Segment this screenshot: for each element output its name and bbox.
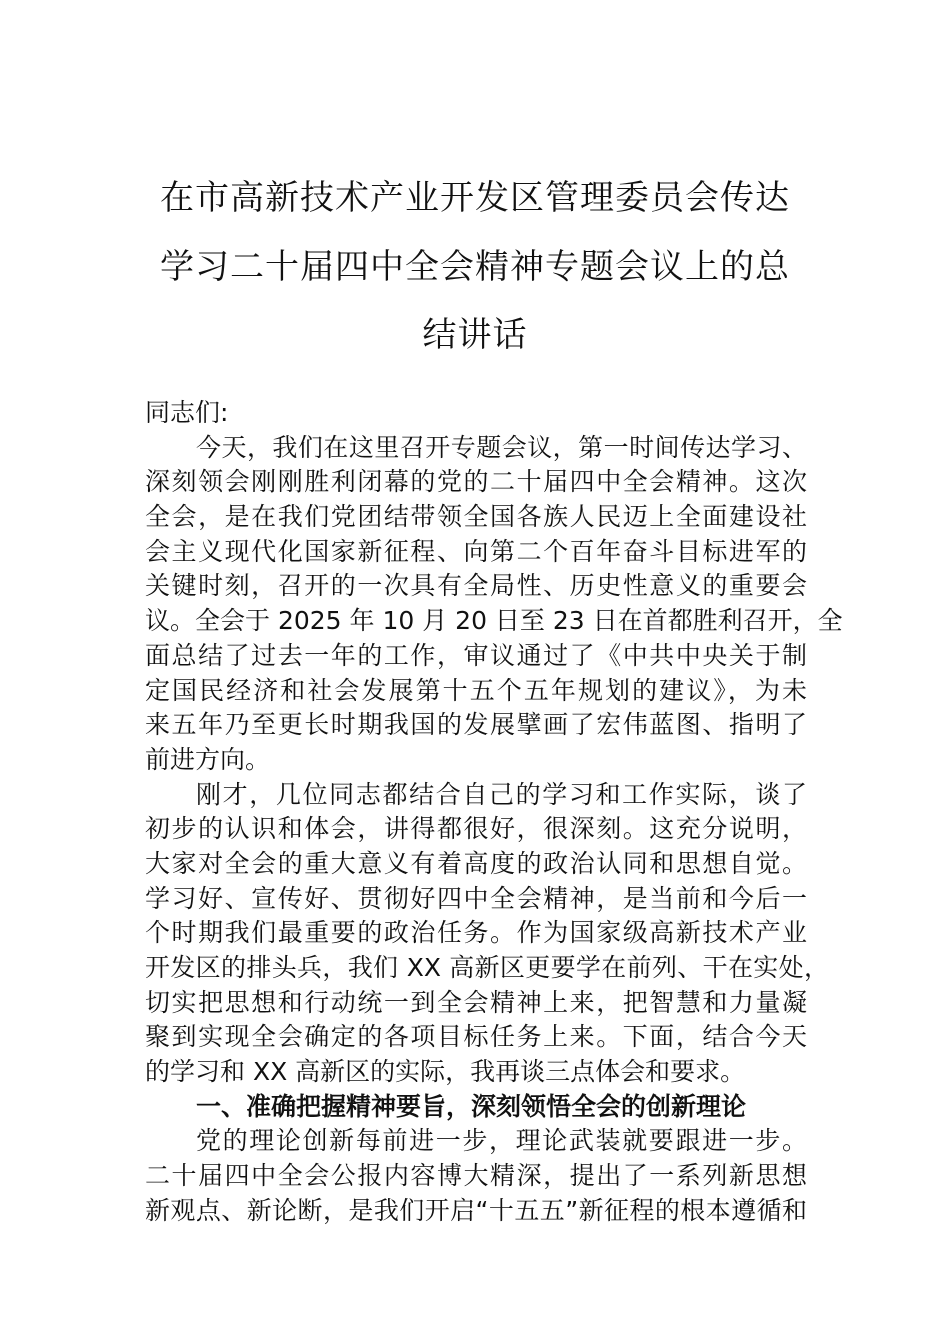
text-line: 切实把思想和行动统一到全会精神上来，把智慧和力量凝 xyxy=(145,987,807,1017)
text-line: 全会，是在我们党团结带领全国各族人民迈上全面建设社 xyxy=(145,502,807,532)
section-heading: 一、准确把握精神要旨，深刻领悟全会的创新理论 xyxy=(196,1091,747,1121)
paragraph-discussion xyxy=(145,778,829,1090)
document-title xyxy=(0,164,950,370)
paragraph-theory xyxy=(145,1124,807,1228)
text-line: 前进方向。 xyxy=(145,744,271,774)
text-line: 刚才，几位同志都结合自己的学习和工作实际，谈了 xyxy=(196,779,807,809)
text-line: 二十届四中全会公报内容博大精深，提出了一系列新思想 xyxy=(145,1161,807,1191)
title-line: 在市高新技术产业开发区管理委员会传达 xyxy=(160,178,790,218)
text-line: 党的理论创新每前进一步，理论武装就要跟进一步。 xyxy=(196,1126,807,1156)
title-line: 学习二十届四中全会精神专题会议上的总 xyxy=(160,246,790,287)
text-line: 聚到实现全会确定的各项目标任务上来。下面，结合今天 xyxy=(145,1022,807,1052)
text-line: 新观点、新论断，是我们开启“十五五”新征程的根本遵循和 xyxy=(145,1195,807,1225)
text-line: 的学习和 XX 高新区的实际，我再谈三点体会和要求。 xyxy=(145,1057,746,1087)
text-line: 个时期我们最重要的政治任务。作为国家级高新技术产业 xyxy=(145,918,807,948)
text-line: 今天，我们在这里召开专题会议，第一时间传达学习、 xyxy=(196,432,807,462)
text-line: 开发区的排头兵，我们 XX 高新区更要学在前列、干在实处， xyxy=(145,953,829,982)
text-line: 深刻领会刚刚胜利闭幕的党的二十届四中全会精神。这次 xyxy=(145,467,807,497)
text-line: 定国民经济和社会发展第十五个五年规划的建议》，为未 xyxy=(145,675,807,705)
title-line: 结讲话 xyxy=(422,315,528,355)
text-line: 议。全会于 2025 年 10 月 20 日至 23 日在首都胜利召开，全 xyxy=(145,606,843,636)
text-line: 会主义现代化国家新征程、向第二个百年奋斗目标进军的 xyxy=(145,536,807,566)
paragraph-intro xyxy=(145,431,843,778)
salutation: 同志们: xyxy=(145,398,229,427)
text-line: 初步的认识和体会，讲得都很好，很深刻。这充分说明， xyxy=(145,814,807,844)
text-line: 学习好、宣传好、贯彻好四中全会精神，是当前和今后一 xyxy=(145,883,807,913)
document-body xyxy=(145,396,843,1229)
text-line: 关键时刻，召开的一次具有全局性、历史性意义的重要会 xyxy=(145,571,807,601)
text-line: 来五年乃至更长时期我国的发展擘画了宏伟蓝图、指明了 xyxy=(145,710,807,740)
text-line: 面总结了过去一年的工作，审议通过了《中共中央关于制 xyxy=(145,640,807,670)
text-line: 大家对全会的重大意义有着高度的政治认同和思想自觉。 xyxy=(145,848,807,878)
